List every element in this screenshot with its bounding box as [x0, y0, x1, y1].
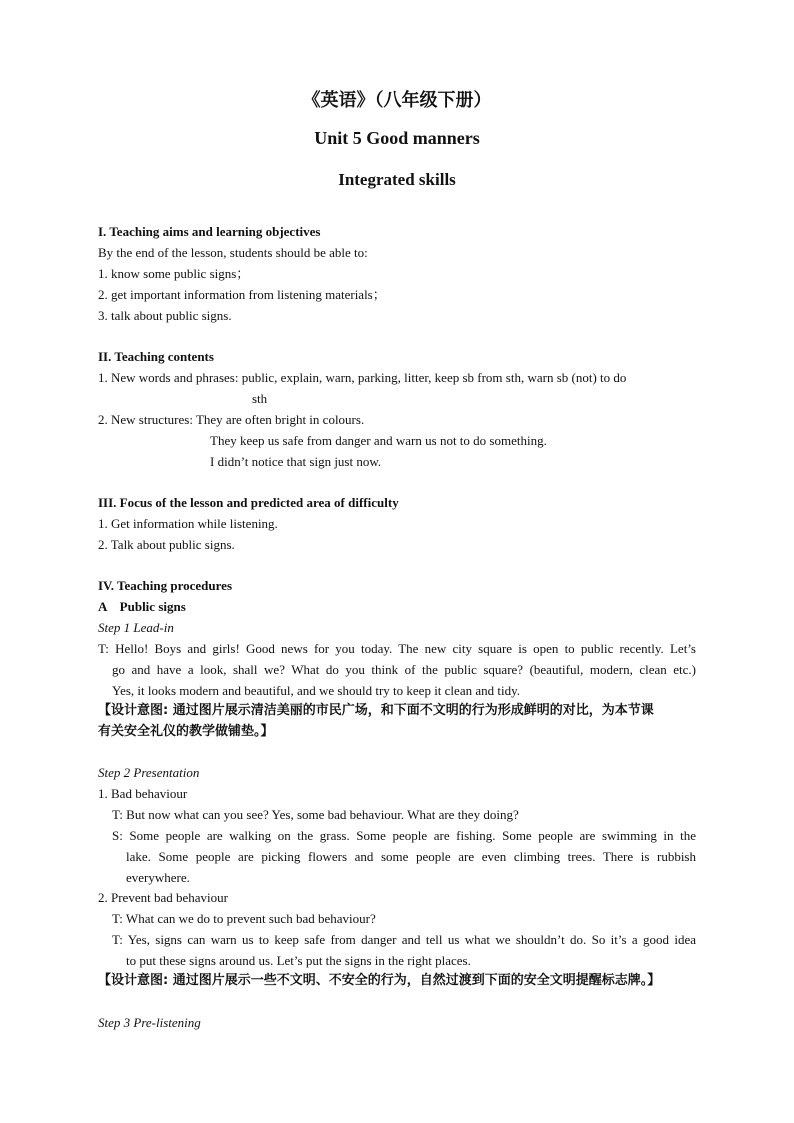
student-line: S: Some people are walking on the grass. Some people are fishing. Some people are swimming in the	[112, 828, 696, 843]
section-4-heading: IV. Teaching procedures	[98, 578, 233, 593]
design-intent-2: 【设计意图: 通过图片展示一些不文明、不安全的行为，自然过渡到下面的安全文明提醒标志牌。】	[98, 973, 661, 988]
section-title: Integrated skills	[338, 170, 456, 189]
objective-item: 3. talk about public signs.	[98, 308, 232, 323]
step-2-label: Step 2 Presentation	[98, 765, 200, 780]
content-item-2: 2. New structures: They are often bright in colours.	[98, 412, 365, 427]
student-line: lake. Some people are picking flowers and some people are even climbing trees. There is rubbish	[126, 849, 696, 864]
unit-title: Unit 5 Good manners	[314, 128, 480, 148]
objective-item: 1. know some public signs；	[98, 266, 250, 281]
section-1-heading: I. Teaching aims and learning objectives	[98, 224, 321, 239]
step-2-sub-2: 2. Prevent bad behaviour	[98, 890, 228, 905]
step-3-label: Step 3 Pre-listening	[98, 1015, 201, 1030]
content-item-1-cont: sth	[252, 391, 268, 406]
step-1-text: Yes, it looks modern and beautiful, and we should try to keep it clean and tidy.	[112, 683, 520, 698]
teacher-line: to put these signs around us. Let’s put the signs in the right places.	[126, 953, 471, 968]
focus-item: 2. Talk about public signs.	[98, 537, 235, 552]
section-3-heading: III. Focus of the lesson and predicted area of difficulty	[98, 495, 399, 510]
step-1-label: Step 1 Lead-in	[98, 620, 174, 635]
book-title: 《英语》（八年级下册）	[302, 90, 492, 111]
step-2-sub-1: 1. Bad behaviour	[98, 786, 188, 801]
teacher-line: T: Yes, signs can warn us to keep safe from danger and tell us what we shouldn’t do. So it’s a good idea	[112, 932, 696, 947]
design-intent-1-cont: 有关安全礼仪的教学做铺垫。】	[98, 724, 274, 739]
content-item-2-cont: They keep us safe from danger and warn us not to do something.	[210, 433, 547, 448]
section-2-heading: II. Teaching contents	[98, 349, 214, 364]
student-line: everywhere.	[126, 870, 190, 885]
content-item-2-cont: I didn’t notice that sign just now.	[210, 454, 382, 469]
objective-item: 2. get important information from listening materials；	[98, 287, 386, 302]
step-1-text: T: Hello! Boys and girls! Good news for you today. The new city square is open to public recently. Let’s	[98, 641, 696, 656]
design-intent-1: 【设计意图: 通过图片展示清洁美丽的市民广场，和下面不文明的行为形成鲜明的对比，为本节课	[98, 703, 654, 718]
teacher-line: T: What can we do to prevent such bad behaviour?	[112, 911, 376, 926]
content-item-1: 1. New words and phrases: public, explain, warn, parking, litter, keep sb from sth, warn sb (not) to do	[98, 370, 627, 385]
teacher-line: T: But now what can you see? Yes, some bad behaviour. What are they doing?	[112, 807, 519, 822]
section-1-intro: By the end of the lesson, students should be able to:	[98, 245, 368, 260]
part-a-heading: A Public signs	[98, 599, 186, 614]
step-1-text: go and have a look, shall we? What do you think of the public square? (beautiful, modern, clean etc.)	[112, 662, 696, 677]
focus-item: 1. Get information while listening.	[98, 516, 278, 531]
